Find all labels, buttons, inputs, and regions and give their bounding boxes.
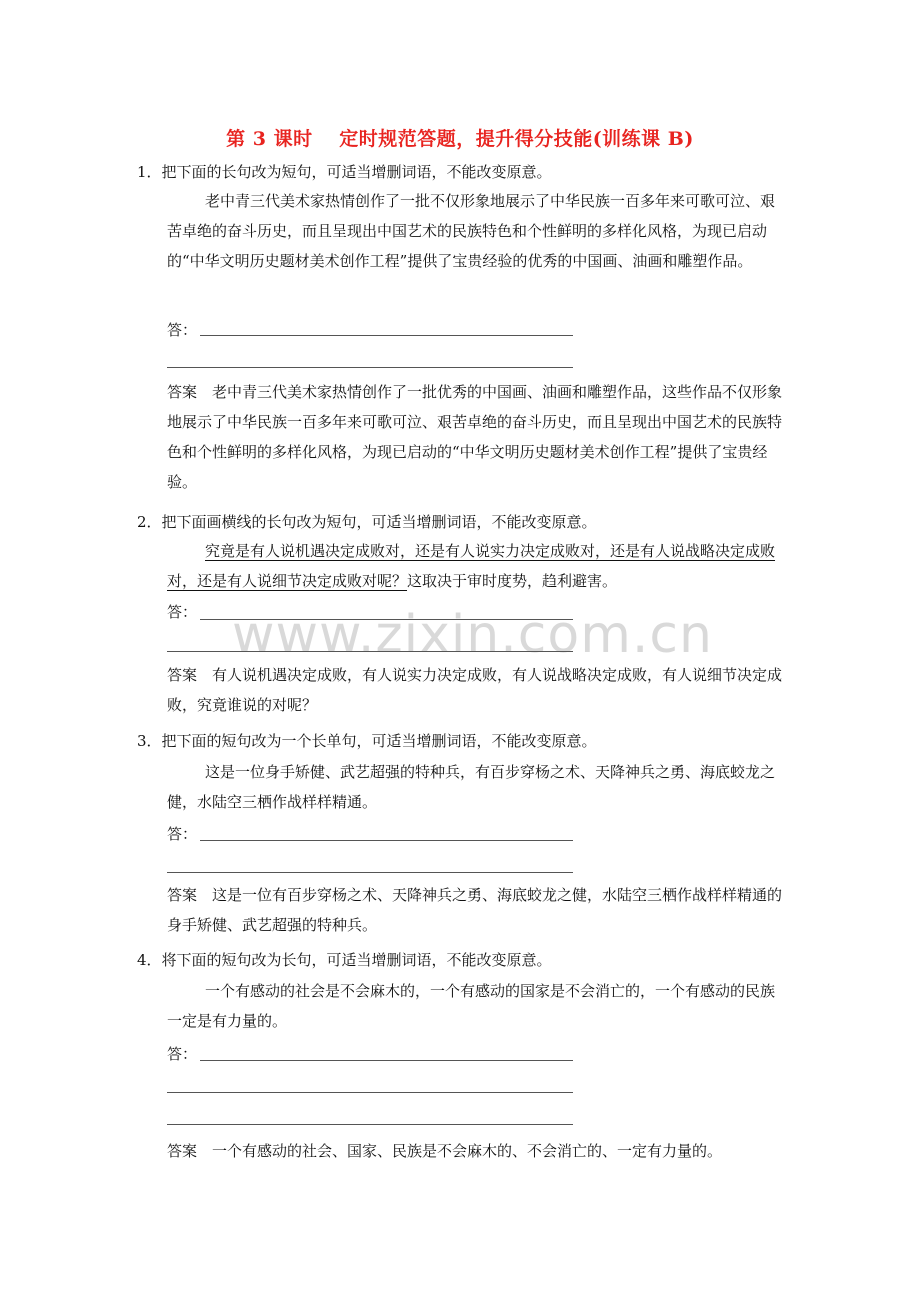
q2-passage-rest: 这取决于审时度势，趋利避害。	[407, 572, 618, 590]
q3-passage: 这是一位身手矫健、武艺超强的特种兵，有百步穿杨之术、天降神兵之勇、海底蛟龙之健，水陆空三栖作战样样精通。	[167, 763, 776, 811]
q3-answer-line-1[interactable]	[200, 840, 573, 841]
page-title: 第 3 课时 定时规范答题，提升得分技能(训练课 B)	[226, 128, 694, 150]
q2-passage	[167, 536, 789, 596]
question-2: 2．把下面画横线的长句改为短句，可适当增删词语，不能改变原意。	[137, 513, 597, 531]
watermark: www.zixin.com.cn	[232, 605, 713, 665]
q4-answer-line-3[interactable]	[167, 1124, 573, 1125]
question-1: 1．把下面的长句改为短句，可适当增删词语，不能改变原意。	[137, 163, 552, 181]
q4-answer: 答案 一个有感动的社会、国家、民族是不会麻木的、不会消亡的、一定有力量的。	[167, 1142, 723, 1160]
question-4: 4．将下面的短句改为长句，可适当增删词语，不能改变原意。	[137, 951, 552, 969]
q4-answer-line-2[interactable]	[167, 1092, 573, 1093]
q3-answer: 答案 这是一位有百步穿杨之术、天降神兵之勇、海底蛟龙之健，水陆空三栖作战样样精通的身手矫健、武艺超强的特种兵。	[167, 886, 783, 934]
q2-answer-line-2[interactable]	[167, 651, 573, 652]
question-3: 3．把下面的短句改为一个长单句，可适当增删词语，不能改变原意。	[137, 732, 597, 750]
q4-answer-line-1[interactable]	[200, 1060, 573, 1061]
q4-passage: 一个有感动的社会是不会麻木的，一个有感动的国家是不会消亡的，一个有感动的民族一定是有力量的。	[167, 982, 776, 1030]
q1-answer: 答案 老中青三代美术家热情创作了一批优秀的中国画、油画和雕塑作品，这些作品不仅形象地展示了中华民族一百多年来可歌可泣、艰苦卓绝的奋斗历史，而且呈现出中国艺术的民族特色和个性鲜明的多样化风格，为现已启动的“中华文明历史题材美术创作工程”提供了宝贵经验。	[167, 383, 783, 491]
q1-passage: 老中青三代美术家热情创作了一批不仅形象地展示了中华民族一百多年来可歌可泣、艰苦卓绝的奋斗历史，而且呈现出中国艺术的民族特色和个性鲜明的多样化风格，为现已启动的“中华文明历史题材美术创作工程”提供了宝贵经验的优秀的中国画、油画和雕塑作品。	[167, 192, 776, 270]
q2-answer: 答案 有人说机遇决定成败，有人说实力决定成败，有人说战略决定成败，有人说细节决定成败，究竟谁说的对呢？	[167, 666, 783, 714]
q1-answer-line-1[interactable]	[200, 335, 573, 336]
q1-answer-prompt: 答：	[167, 321, 198, 339]
q1-answer-line-2[interactable]	[167, 367, 573, 368]
q4-answer-prompt: 答：	[167, 1045, 198, 1063]
q2-answer-line-1[interactable]	[200, 619, 573, 620]
q2-answer-prompt: 答：	[167, 603, 198, 621]
q3-answer-line-2[interactable]	[167, 872, 573, 873]
q2-underlined-sentence: 究竟是有人说机遇决定成败对，还是有人说实力决定成败对，还是有人说战略决定成败对，还是有人说细节决定成败对呢？	[167, 542, 776, 590]
q3-answer-prompt: 答：	[167, 825, 198, 843]
